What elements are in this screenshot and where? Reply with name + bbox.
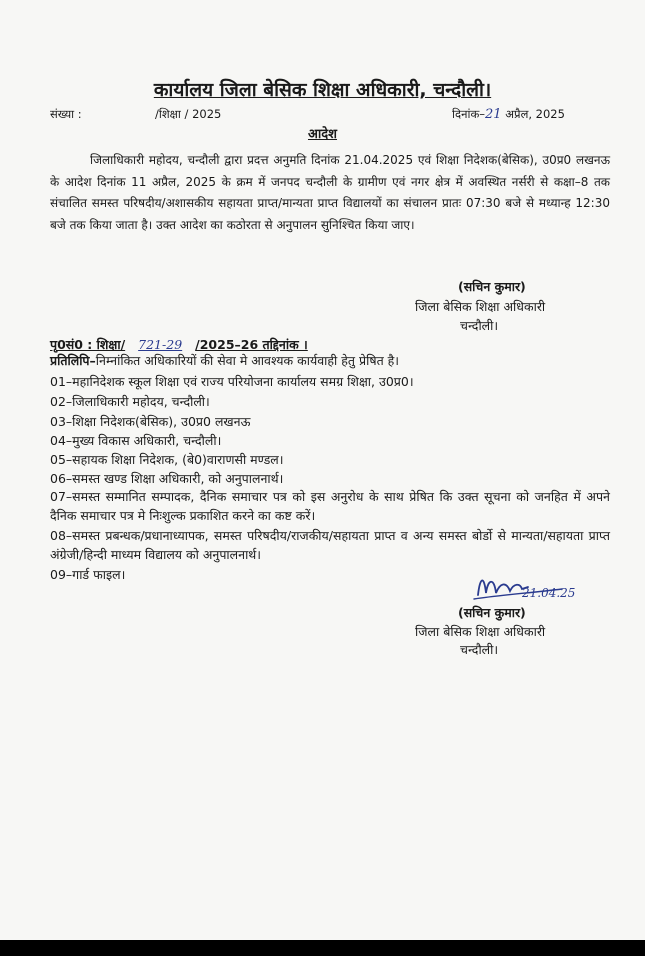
copy-item: 05–सहायक शिक्षा निदेशक, (बे0)वाराणसी मण्डल। [50,452,284,467]
copy-intro-label: प्रतिलिपि– [50,353,96,368]
copy-item: 02–जिलाधिकारी महोदय, चन्दौली। [50,394,210,409]
order-title: आदेश [307,127,338,142]
signatory-place-bottom: चन्दौली। [460,642,499,657]
signatory-designation-bottom: जिला बेसिक शिक्षा अधिकारी [415,624,546,639]
order-body: जिलाधिकारी महोदय, चन्दौली द्वारा प्रदत्त अनुमति दिनांक 21.04.2025 एवं शिक्षा निदेशक(बेसिक), उ0प्र0 लखनऊ के आदेश दिनांक 11 अप्रैल, 2025 के क्रम में जनपद चन्दौली के ग्रामीण एवं नगर क्षेत्र में अवस्थित नर्सरी से कक्षा–8 तक संचालित समस्त परिषदीय/अशासकीय सहायता प्राप्त/मान्यता प्राप्त विद्यालयों का संचालन प्रातः 07:30 बजे से मध्यान्ह 12:30 बजे तक किया जाता है। उक्त आदेश का कठोरता से अनुपालन सुनिश्चित किया जाए। [50,153,610,232]
signatory-name-top: (सचिन कुमार) [458,279,526,294]
date-rest: अप्रैल, 2025 [505,107,565,121]
ref-prefix: पृ0सं0 : शिक्षा/ [50,337,126,352]
copy-item: 09–गार्ड फाइल। [50,567,126,582]
handwritten-date: 21.04.25 [522,586,576,600]
copy-item: 07–समस्त सम्मानित सम्पादक, दैनिक समाचार पत्र को इस अनुरोध के साथ प्रेषित कि उक्त सूचना को जनहित में अपने दैनिक समाचार पत्र मे निःशुल्क प्रकाशित करने का कष्ट करें। [50,489,610,523]
copy-intro [50,352,399,369]
sankhya-label: संख्या : [50,107,82,121]
ref-suffix: /2025–26 तद्दिनांक । [195,337,308,352]
copy-intro-text: निम्नांकित अधिकारियों की सेवा मे आवश्यक कार्यवाही हेतु प्रेषित है। [95,353,400,368]
signatory-designation-top: जिला बेसिक शिक्षा अधिकारी [415,299,546,314]
copy-item: 03–शिक्षा निदेशक(बेसिक), उ0प्र0 लखनऊ [50,414,251,429]
copy-item: 04–मुख्य विकास अधिकारी, चन्दौली। [50,433,222,448]
copy-item: 08–समस्त प्रबन्धक/प्रधानाध्यापक, समस्त परिषदीय/राजकीय/सहायता प्राप्त व अन्य समस्त बोर्डो से मान्यता/सहायता प्राप्त अंग्रेजी/हिन्दी माध्यम विद्यालय को अनुपालनार्थ। [50,528,610,562]
date-day: 21 [485,107,502,122]
file-reference: /शिक्षा / 2025 [155,107,222,121]
signatory-place-top: चन्दौली। [460,318,499,333]
office-heading: कार्यालय जिला बेसिक शिक्षा अधिकारी, चन्दौली। [153,79,492,101]
signatory-name-bottom: (सचिन कुमार) [458,605,526,620]
bottom-black-bar [0,940,645,956]
date-label: दिनांक– [452,107,486,121]
date-line [452,107,565,122]
ref-number: 721-29 [138,337,183,352]
copy-item: 01–महानिदेशक स्कूल शिक्षा एवं राज्य परियोजना कार्यालय समग्र शिक्षा, उ0प्र0। [50,374,414,389]
copy-item: 06–समस्त खण्ड शिक्षा अधिकारी, को अनुपालनार्थ। [50,471,284,486]
copy-reference-line [50,336,308,353]
